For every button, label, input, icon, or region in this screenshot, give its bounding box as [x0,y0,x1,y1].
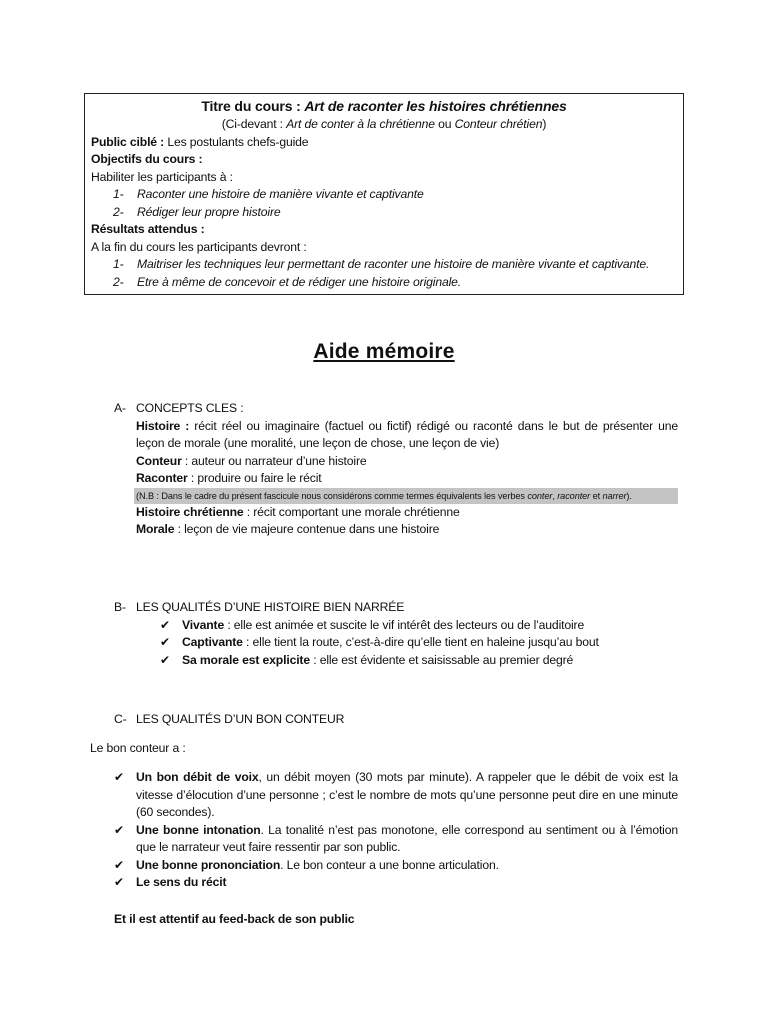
check-mark-icon: ✔ [114,770,124,784]
course-info-box [84,93,684,295]
list-item: ✔ Une bonne intonation. La tonalité n’est pas monotone, elle correspond au sentiment ou à l’émotion que le narrateur veut faire ressentir par son public. [114,822,678,854]
conteur-qualities-list [114,769,678,892]
list-item: ✔ Vivante : elle est animée et suscite le vif intérêt des lecteurs ou de l’auditoire [160,617,678,635]
objectives-list [91,186,677,221]
section-qualites-histoire [114,599,678,669]
course-subtitle: (Ci-devant : Art de conter à la chrétienne ou Conteur chrétien) [221,117,547,131]
definition-histoire: Histoire : récit réel ou imaginaire (factuel ou fictif) rédigé ou raconté dans le but de présenter une leçon de morale (une moralité, une leçon de chose, une leçon de vie) [136,418,678,450]
check-mark-icon: ✔ [160,635,170,649]
list-item: ✔ Sa morale est explicite : elle est évidente et saisissable au premier degré [160,652,678,670]
results-intro: A la fin du cours les participants devront : [91,239,307,254]
closing-statement: Et il est attentif au feed-back de son public [114,912,355,926]
check-mark-icon: ✔ [114,857,124,872]
conteur-qualities [114,769,678,892]
list-item: ✔ Le sens du récit [114,874,678,892]
definition-morale: Morale : leçon de vie majeure contenue dans une histoire [136,522,440,536]
note-box: (N.B : Dans le cadre du présent fascicule nous considérons comme termes équivalents les verbes conter, raconter et narrer). [134,488,678,504]
check-mark-icon: ✔ [114,875,124,889]
qualities-list [160,617,678,670]
results-label: Résultats attendus : [91,222,205,236]
objectives-label: Objectifs du cours : [91,152,203,166]
list-item: 2- Etre à même de concevoir et de rédiger une histoire originale. [113,274,462,289]
check-mark-icon: ✔ [160,652,170,667]
public-line: Public ciblé : Les postulants chefs-guide [91,134,309,149]
course-title: Titre du cours : Art de raconter les histoires chrétiennes [201,98,567,114]
section-header: C- LES QUALITÉS D’UN BON CONTEUR [114,712,345,726]
section-concepts [114,400,678,539]
conteur-intro: Le bon conteur a : [90,741,186,755]
check-mark-icon: ✔ [114,822,124,837]
list-item: ✔ Captivante : elle tient la route, c’est-à-dire qu’elle tient en haleine jusqu’au bout [160,634,678,652]
results-list [91,256,677,291]
section-header: A- CONCEPTS CLES : [114,401,244,415]
section-header: B- LES QUALITÉS D’UNE HISTOIRE BIEN NARRÉE [114,600,405,614]
check-mark-icon: ✔ [160,617,170,632]
list-item: ✔ Un bon débit de voix, un débit moyen (30 mots par minute). A rappeler que le débit de voix est la vitesse d’élocution d’une personne ; c’est le nombre de mots qu’une personne peut dire en une minute (60 secondes). [114,770,678,819]
definition-histoire-chretienne: Histoire chrétienne : récit comportant une morale chrétienne [136,504,460,519]
definition-conteur: Conteur : auteur ou narrateur d’une histoire [136,453,367,468]
page-heading: Aide mémoire [313,340,455,363]
list-item: 1- Raconter une histoire de manière vivante et captivante [113,187,424,201]
definition-raconter: Raconter : produire ou faire le récit [136,471,322,485]
objectives-intro: Habiliter les participants à : [91,169,233,184]
list-item: 1- Maitriser les techniques leur permettant de raconter une histoire de manière vivante et captivante. [113,257,650,271]
list-item: ✔ Une bonne prononciation. Le bon conteur a une bonne articulation. [114,857,678,875]
section-qualites-conteur [114,711,678,729]
list-item: 2- Rédiger leur propre histoire [113,204,281,219]
